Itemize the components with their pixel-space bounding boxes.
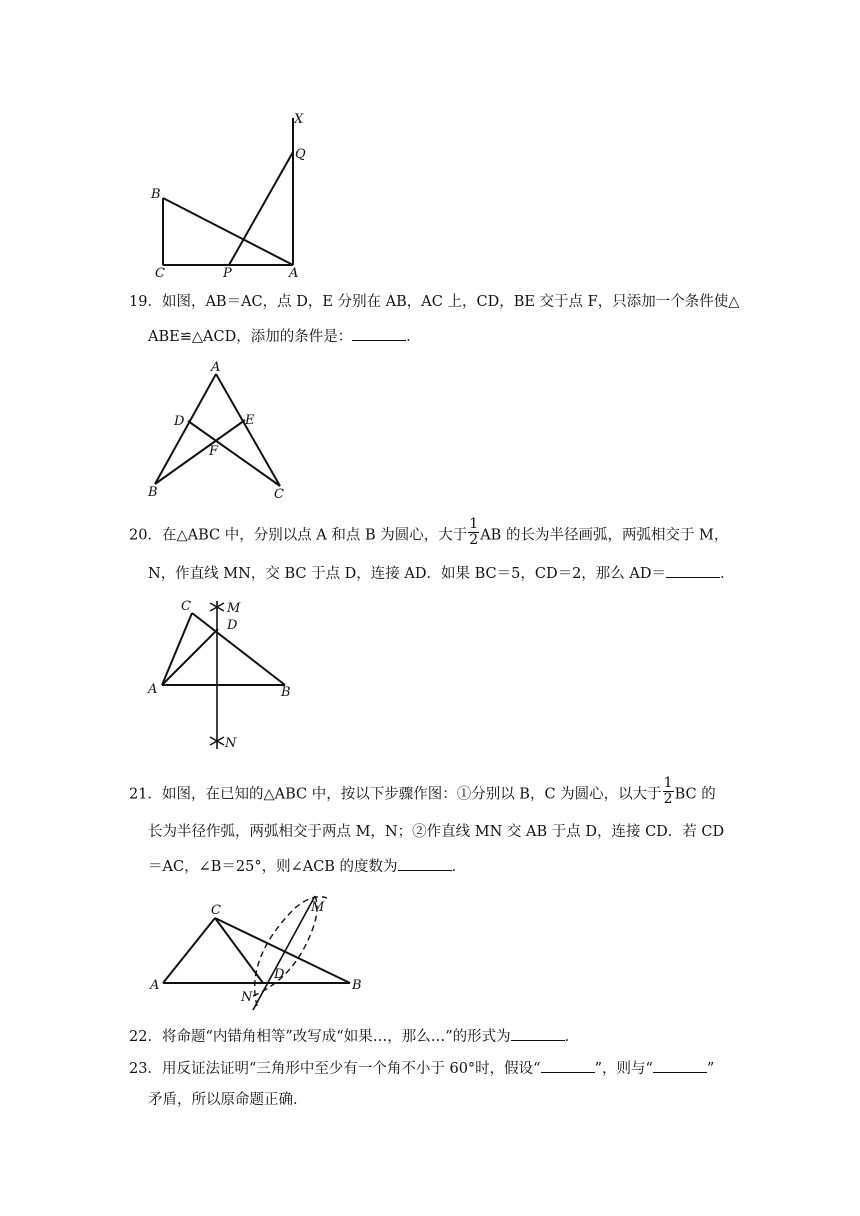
- figure-q19: [140, 358, 300, 503]
- punctuation: ．: [451, 859, 467, 875]
- q21-text-2: 长为半径作弧，两弧相交于两点 M，N；②作直线 MN 交 AB 于点 D，连接 CD．若 CD: [148, 824, 725, 840]
- q20-line1: [129, 516, 729, 548]
- label-a: A: [289, 266, 299, 280]
- question-number: 21．: [129, 786, 162, 803]
- figure-q18: [145, 108, 315, 280]
- q23-text-1c: ”: [706, 1061, 715, 1077]
- label-a: A: [148, 682, 158, 697]
- label-p: P: [223, 266, 232, 280]
- question-number: 20．: [129, 527, 162, 544]
- frac-numerator: 1: [469, 516, 479, 532]
- q23-text-1b: ”，则与“: [594, 1061, 653, 1077]
- question-number: 23．: [129, 1061, 162, 1077]
- q19-line1: [129, 292, 739, 312]
- label-n: N: [225, 736, 237, 751]
- label-a: A: [211, 360, 221, 375]
- label-x: X: [294, 112, 304, 127]
- q21-text-1a: 如图，在已知的△ABC 中，按以下步骤作图：①分别以 B，C 为圆心，以大于: [161, 786, 662, 803]
- punctuation: ．: [406, 329, 421, 345]
- answer-blank-2[interactable]: [653, 1058, 707, 1073]
- answer-blank[interactable]: [352, 326, 406, 341]
- q20-text-1b: AB 的长为半径画弧，两弧相交于 M，: [480, 527, 729, 544]
- q20-line2: [148, 563, 735, 584]
- q23-text-1a: 用反证法证明“三角形中至少有一个角不小于 60°时，假设“: [161, 1061, 541, 1077]
- punctuation: ．: [564, 1029, 580, 1045]
- answer-blank-1[interactable]: [541, 1058, 595, 1073]
- q19-line2: [148, 326, 421, 347]
- q21-line3: [148, 856, 466, 877]
- label-b: B: [151, 187, 161, 202]
- punctuation: ．: [720, 566, 735, 582]
- q21-line1: [129, 775, 716, 807]
- label-b: B: [352, 978, 362, 993]
- label-a: A: [150, 978, 160, 993]
- q21-line2: [148, 822, 724, 842]
- q21-text-3: ＝AC，∠B＝25°，则∠ACB 的度数为: [148, 859, 398, 875]
- label-d: D: [274, 967, 285, 982]
- label-d: D: [227, 618, 238, 633]
- label-b: B: [148, 485, 158, 500]
- answer-blank[interactable]: [511, 1026, 565, 1041]
- label-e: E: [245, 413, 255, 428]
- q23-line2: [148, 1090, 308, 1110]
- label-c: C: [274, 487, 284, 502]
- figure-q20: [145, 595, 305, 760]
- fraction-half: [468, 517, 479, 548]
- q22-line: [129, 1026, 579, 1047]
- q21-text-1b: BC 的: [674, 786, 716, 803]
- frac-denominator: 2: [663, 791, 673, 807]
- label-m: M: [227, 601, 241, 616]
- q20-text-2: N，作直线 MN，交 BC 于点 D，连接 AD．如果 BC＝5，CD＝2，那么 AD＝: [148, 566, 667, 582]
- frac-denominator: 2: [469, 532, 479, 548]
- q19-text-2: ABE≌△ACD，添加的条件是：: [148, 329, 353, 345]
- question-number: 22．: [129, 1029, 162, 1045]
- answer-blank[interactable]: [666, 563, 720, 578]
- q19-text-1: 如图，AB＝AC，点 D，E 分别在 AB，AC 上，CD，BE 交于点 F，只添加一个条件使△: [161, 294, 740, 310]
- label-m: M: [311, 900, 325, 915]
- label-b: B: [281, 685, 291, 700]
- question-number: 19．: [129, 294, 162, 310]
- q20-text-1a: 在△ABC 中，分别以点 A 和点 B 为圆心，大于: [161, 527, 468, 544]
- label-c: C: [155, 266, 165, 280]
- fraction-half: [663, 776, 674, 807]
- label-n: N: [241, 990, 253, 1005]
- label-d: D: [174, 414, 185, 429]
- label-f: F: [209, 444, 219, 459]
- q22-text: 将命题“内错角相等”改写成“如果…，那么…”的形式为: [161, 1029, 511, 1045]
- q23-line1: [129, 1058, 714, 1079]
- label-c: C: [181, 599, 191, 614]
- q23-text-2: 矛盾，所以原命题正确．: [148, 1092, 308, 1108]
- frac-numerator: 1: [663, 775, 673, 791]
- label-q: Q: [295, 147, 306, 162]
- answer-blank[interactable]: [398, 856, 452, 871]
- figure-q21: [145, 888, 375, 1018]
- label-c: C: [211, 903, 221, 918]
